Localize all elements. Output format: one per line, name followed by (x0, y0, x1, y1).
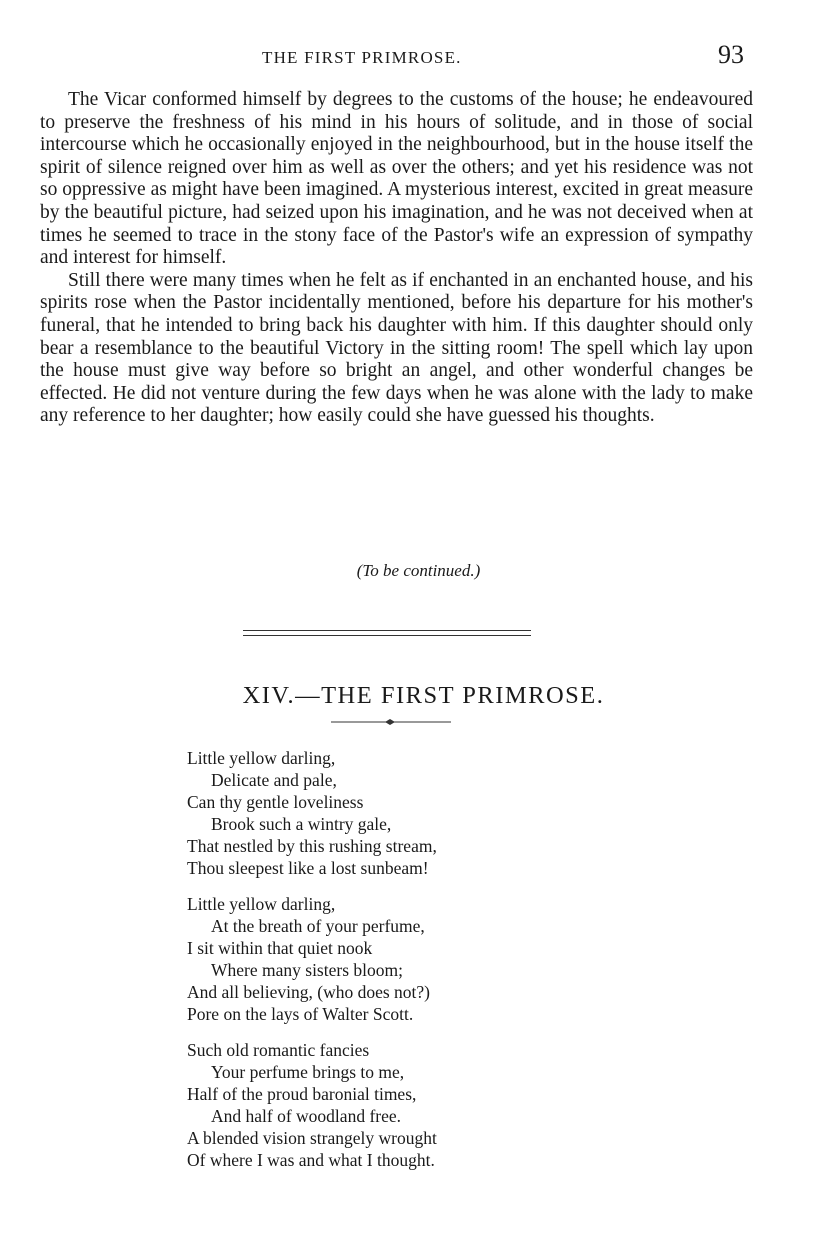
poem-line: I sit within that quiet nook (187, 938, 373, 958)
poem-line: Such old romantic fancies (187, 1040, 370, 1060)
poem-line: Brook such a wintry gale, (211, 814, 392, 834)
poem-line: Where many sisters bloom; (211, 960, 403, 980)
poem-line: Delicate and pale, (211, 770, 337, 790)
poem-line: Your perfume brings to me, (211, 1062, 405, 1082)
poem-line: Little yellow darling, (187, 748, 336, 768)
section-divider (243, 630, 531, 636)
stanza (187, 1039, 687, 1171)
poem-line: And all believing, (who does not?) (187, 982, 431, 1002)
paragraph: Still there were many times when he felt as if enchanted in an enchanted house, and his spirits rose when the Pastor incidentally mentioned, before his departure for his mother's funeral, that he intended to bring back his daughter with him. If this daughter should only bear a resemblance to the beautiful Victory in the sitting room! The spell which lay upon the house must give way before so bright an angel, and other wonderful changes be effected. He did not venture during the few days when he was alone with the lady to make any reference to her daughter; how easily could she have guessed his thoughts. (40, 269, 753, 427)
running-title: THE FIRST PRIMROSE. (262, 48, 462, 67)
poem-line: Half of the proud baronial times, (187, 1084, 417, 1104)
stanza (187, 747, 687, 879)
paragraph: The Vicar conformed himself by degrees to the customs of the house; he endeavoured to preserve the freshness of his mind in his hours of solitude, and in those of social intercourse which he occasionally enjoyed in the neighbourhood, but in the house itself the spirit of silence reigned over him as well as over the others; and yet his residence was not so oppressive as might have been imagined. A mysterious interest, excited in great measure by the beautiful picture, had seized upon his imagination, and he was not deceived when at times he seemed to trace in the stony face of the Pastor's wife an expression of sympathy and interest for himself. (40, 89, 753, 269)
page-number: 93 (718, 40, 744, 69)
to-be-continued: (To be continued.) (356, 561, 481, 580)
poem-line: That nestled by this rushing stream, (187, 836, 437, 856)
poem-line: At the breath of your perfume, (211, 916, 425, 936)
poem-line: Of where I was and what I thought. (187, 1150, 435, 1170)
poem-line: Pore on the lays of Walter Scott. (187, 1004, 414, 1024)
running-head (0, 40, 837, 80)
poem-line: A blended vision strangely wrought (187, 1128, 437, 1148)
stanza (187, 893, 687, 1025)
poem-line: And half of woodland free. (211, 1106, 402, 1126)
poem-body (187, 747, 687, 1185)
poem-line: Thou sleepest like a lost sunbeam! (187, 858, 429, 878)
poem-line: Little yellow darling, (187, 894, 336, 914)
prose-body (40, 89, 753, 428)
poem-title: XIV.—THE FIRST PRIMROSE. (242, 682, 605, 709)
diamond-ornament-icon (331, 718, 451, 726)
poem-line: Can thy gentle loveliness (187, 792, 364, 812)
